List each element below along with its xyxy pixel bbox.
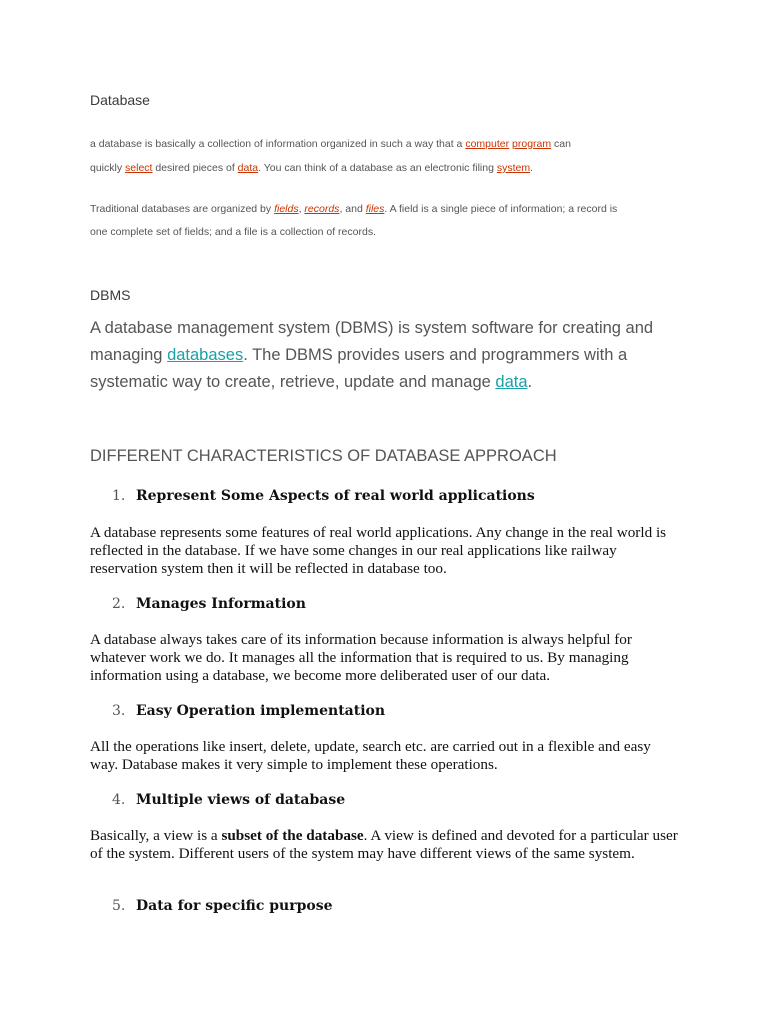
list-item-title: 2. Manages Information xyxy=(112,596,306,612)
system-link[interactable]: system xyxy=(496,162,531,174)
list-item-number: 3. xyxy=(112,703,126,719)
list-item-number: 1. xyxy=(112,488,126,504)
database-paragraph-2-line-1: Traditional databases are organized by fields, records, and files. A field is a single piece of information; a record is xyxy=(90,203,618,215)
list-item-text: All the operations like insert, delete, update, search etc. are carried out in a flexible and easy way. Database makes it very simple to implement these operations. xyxy=(90,738,651,773)
emphasis-subset: subset of the database xyxy=(221,827,364,844)
database-heading: Database xyxy=(90,92,150,108)
list-item-title: 1. Represent Some Aspects of real world applications xyxy=(112,488,535,504)
list-item-text: Basically, a view is a subset of the database. A view is defined and devoted for a particular user of the system. Different users of the system may have different views of the same system. xyxy=(90,827,678,862)
characteristics-heading: DIFFERENT CHARACTERISTICS OF DATABASE APPROACH xyxy=(90,447,557,465)
dbms-paragraph: A database management system (DBMS) is system software for creating and managing databases. The DBMS provides users and programmers with a systematic way to create, retrieve, update and manage data. xyxy=(90,319,654,391)
databases-link[interactable]: databases xyxy=(167,346,244,364)
fields-link[interactable]: fields xyxy=(274,203,299,215)
database-paragraph-2-line-2: one complete set of fields; and a file is a collection of records. xyxy=(90,226,376,238)
data-link-teal[interactable]: data xyxy=(495,373,528,391)
data-link[interactable]: data xyxy=(237,162,259,174)
database-paragraph-1-line-2: quickly select desired pieces of data. You can think of a database as an electronic filing system. xyxy=(90,162,534,174)
list-item-title: 4. Multiple views of database xyxy=(112,792,346,808)
select-link[interactable]: select xyxy=(125,162,153,174)
database-paragraph-1-line-1: a database is basically a collection of information organized in such a way that a computer program can xyxy=(90,138,571,150)
list-item-number: 5. xyxy=(112,898,126,914)
files-link[interactable]: files xyxy=(365,203,385,215)
dbms-heading: DBMS xyxy=(90,287,131,303)
records-link[interactable]: records xyxy=(304,203,340,215)
list-item-text: A database represents some features of real world applications. Any change in the real world is reflected in the database. If we have some changes in our real applications like railway reservation system then it will be reflected in database too. xyxy=(90,524,667,577)
computer-link[interactable]: computer xyxy=(465,138,510,150)
list-item-title: 5. Data for specific purpose xyxy=(112,898,333,914)
list-item-number: 2. xyxy=(112,596,126,612)
list-item-text: A database always takes care of its information because information is always helpful for whatever work we do. It manages all the information that is required to us. By managing information using a database, we become more deliberated user of our data. xyxy=(90,631,632,684)
program-link[interactable]: program xyxy=(512,138,552,150)
list-item-number: 4. xyxy=(112,792,126,808)
list-item-title: 3. Easy Operation implementation xyxy=(112,703,386,719)
